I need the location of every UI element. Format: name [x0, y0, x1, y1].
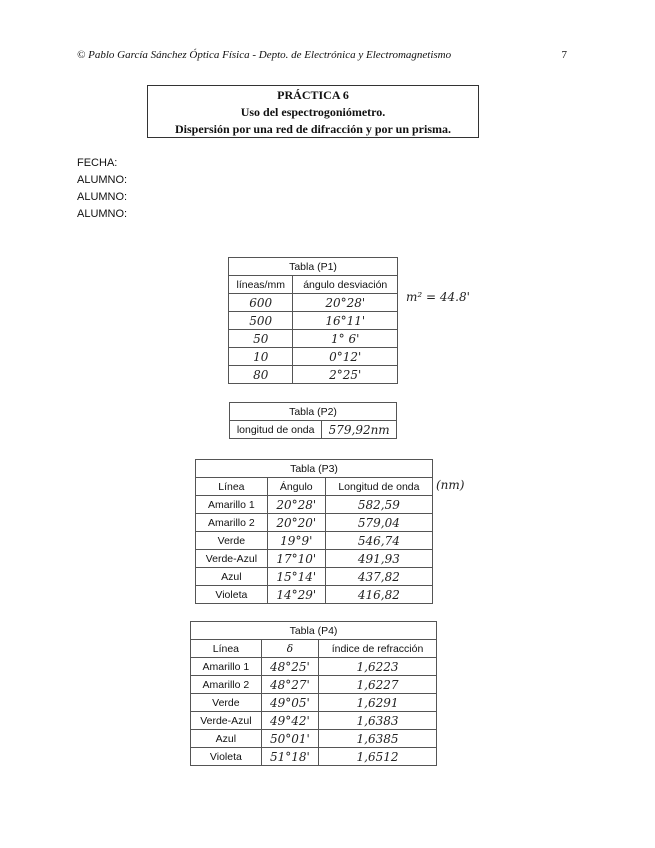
table-cell: 14°29': [267, 586, 325, 604]
table-row: [229, 366, 398, 384]
table-cell: Amarillo 2: [196, 514, 268, 532]
table-cell: Verde: [191, 694, 262, 712]
table-row: [196, 550, 433, 568]
table-p2: [229, 402, 397, 439]
table-caption: Tabla (P3): [196, 460, 433, 478]
page-number: 7: [561, 49, 567, 61]
table-row: [196, 586, 433, 604]
table-cell: 582,59: [325, 496, 432, 514]
table-cell: 19°9': [267, 532, 325, 550]
table-cell: Violeta: [196, 586, 268, 604]
table-p4: [190, 621, 437, 766]
copyright-symbol: ©: [77, 49, 86, 61]
table-cell: 1,6223: [319, 658, 437, 676]
table-cell: 10: [229, 348, 293, 366]
table-cell-label: longitud de onda: [230, 421, 322, 439]
field-student-2: ALUMNO:: [77, 191, 128, 203]
handwritten-unit-note-p3: (nm): [436, 478, 465, 492]
table-cell: 1,6383: [319, 712, 437, 730]
table-row: [196, 496, 433, 514]
table-row: [191, 712, 437, 730]
table-cell: 15°14': [267, 568, 325, 586]
table-cell: Amarillo 2: [191, 676, 262, 694]
handwritten-note-p1: m² = 44.8': [406, 290, 470, 304]
table-caption: Tabla (P1): [229, 258, 398, 276]
table-cell: 416,82: [325, 586, 432, 604]
table-caption: Tabla (P2): [230, 403, 397, 421]
table-cell: 0°12': [293, 348, 398, 366]
table-cell: 546,74: [325, 532, 432, 550]
table-cell: 49°42': [261, 712, 318, 730]
practice-subtitle-2: Dispersión por una red de difracción y por un prisma.: [174, 122, 452, 136]
table-cell: 1,6291: [319, 694, 437, 712]
table-row: [191, 730, 437, 748]
table-row: [191, 676, 437, 694]
page-header: [77, 49, 567, 61]
table-cell: 48°25': [261, 658, 318, 676]
table-p3: [195, 459, 433, 604]
column-header: Longitud de onda: [325, 478, 432, 496]
student-fields: [77, 155, 127, 223]
table-cell: Amarillo 1: [191, 658, 262, 676]
table-cell: 1° 6': [293, 330, 398, 348]
column-header: Ángulo: [267, 478, 325, 496]
column-header: índice de refracción: [319, 640, 437, 658]
table-cell: 500: [229, 312, 293, 330]
table-row: [191, 694, 437, 712]
table-cell: Violeta: [191, 748, 262, 766]
practice-number: PRÁCTICA 6: [277, 88, 349, 102]
table-row: [196, 514, 433, 532]
header-credit-text: Pablo García Sánchez Óptica Física - Depto. de Electrónica y Electromagnetismo: [88, 49, 452, 61]
table-cell: 80: [229, 366, 293, 384]
table-row: [229, 294, 398, 312]
header-credit: [77, 49, 562, 61]
table-cell: 16°11': [293, 312, 398, 330]
table-cell: Amarillo 1: [196, 496, 268, 514]
column-header: líneas/mm: [229, 276, 293, 294]
table-cell: 20°28': [293, 294, 398, 312]
table-cell: 20°28': [267, 496, 325, 514]
table-cell: 1,6385: [319, 730, 437, 748]
table-caption: Tabla (P4): [191, 622, 437, 640]
table-cell: Verde-Azul: [191, 712, 262, 730]
table-row: [229, 312, 398, 330]
table-cell: Verde-Azul: [196, 550, 268, 568]
table-row: [196, 532, 433, 550]
table-cell: 579,04: [325, 514, 432, 532]
table-cell: 2°25': [293, 366, 398, 384]
table-cell: 51°18': [261, 748, 318, 766]
table-cell: 48°27': [261, 676, 318, 694]
column-header: Línea: [196, 478, 268, 496]
table-cell: 600: [229, 294, 293, 312]
table-cell: 49°05': [261, 694, 318, 712]
table-cell: 17°10': [267, 550, 325, 568]
field-student-3: ALUMNO:: [77, 208, 128, 220]
field-date: FECHA:: [77, 157, 118, 169]
practice-title-box: [147, 85, 479, 138]
table-row: [230, 421, 397, 439]
table-cell: 1,6512: [319, 748, 437, 766]
column-header: δ: [261, 640, 318, 658]
column-header: ángulo desviación: [293, 276, 398, 294]
field-student-1: ALUMNO:: [77, 174, 128, 186]
table-row: [229, 330, 398, 348]
table-cell: Azul: [191, 730, 262, 748]
table-cell: 1,6227: [319, 676, 437, 694]
table-row: [196, 568, 433, 586]
practice-subtitle-1: Uso del espectrogoniómetro.: [240, 105, 386, 119]
table-cell: 491,93: [325, 550, 432, 568]
table-cell: Verde: [196, 532, 268, 550]
table-cell: 50°01': [261, 730, 318, 748]
table-row: [229, 348, 398, 366]
table-cell: Azul: [196, 568, 268, 586]
table-row: [191, 748, 437, 766]
table-cell: 20°20': [267, 514, 325, 532]
table-cell: 50: [229, 330, 293, 348]
table-p1: [228, 257, 398, 384]
table-cell: 437,82: [325, 568, 432, 586]
column-header: Línea: [191, 640, 262, 658]
table-row: [191, 658, 437, 676]
table-cell-value: 579,92nm: [322, 421, 397, 439]
